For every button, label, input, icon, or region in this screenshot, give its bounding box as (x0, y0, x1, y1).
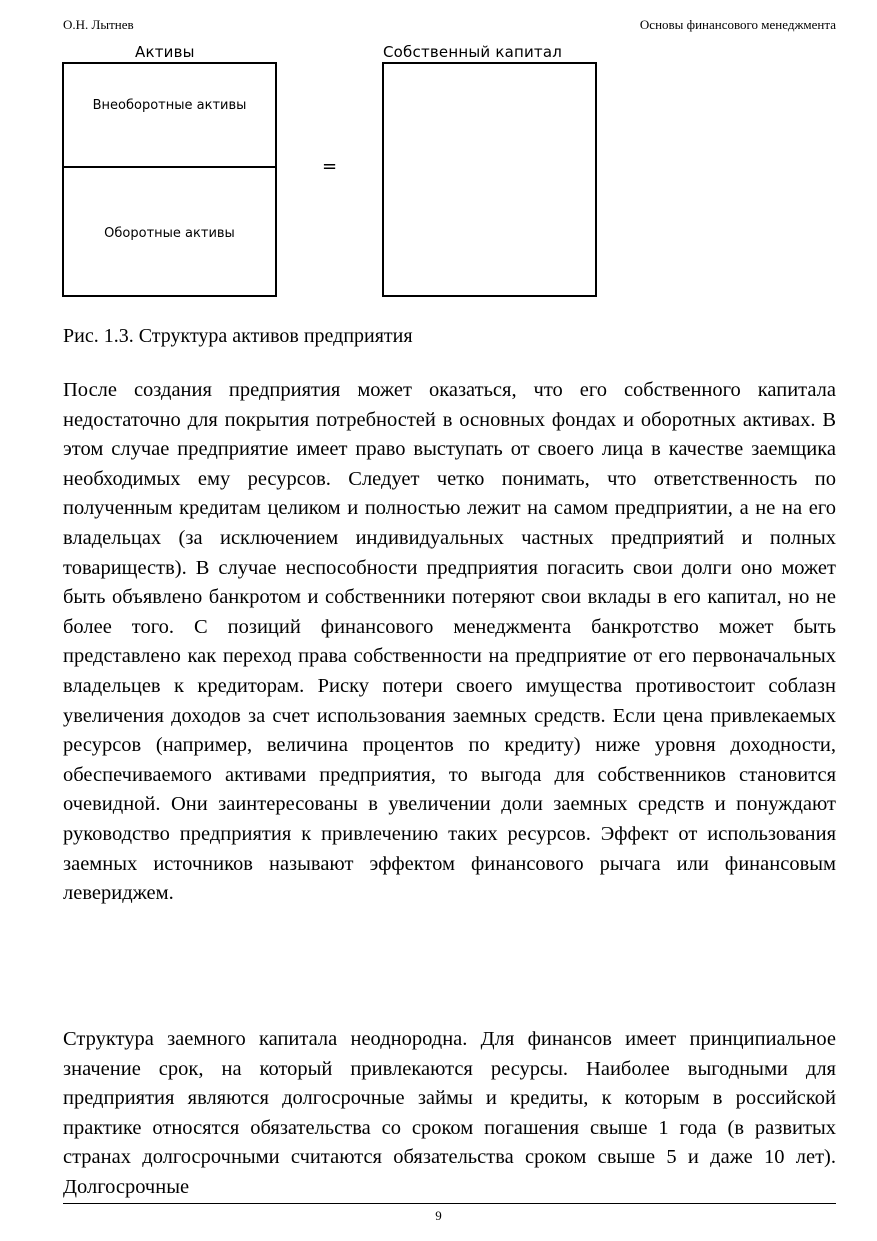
current-assets-text: Оборотные активы (104, 226, 235, 241)
current-assets-box (62, 166, 277, 297)
body-paragraph-1: После создания предприятия может оказаться, что его собственного капитала недостаточно для покрытия потребностей в основных фондах и оборотных активах. В этом случае предприятие имеет право выступать от своего лица в качестве заемщика необходимых ему ресурсов. Следует четко понимать, что ответственность по полученным кредитам целиком и полностью лежит на самом предприятии, а не на его владельцах (за исключением индивидуальных частных предприятий и полных товариществ). В случае неспособности предприятия погасить свои долги оно может быть объявлено банкротом и собственники потеряют свои вклады в его капитал, но не более того. С позиций финансового менеджмента банкротство может быть представлено как переход права собственности на предприятие от его первоначальных владельцев к кредиторам. Риску потери своего имущества противостоит соблазн увеличения доходов за счет использования заемных средств. Если цена привлекаемых ресурсов (например, величина процентов по кредиту) ниже уровня доходности, обеспечиваемого активами предприятия, то выгода для собственников становится очевидной. Они заинтересованы в увеличении доли заемных средств и понуждают руководство предприятия к привлечению таких ресурсов. Эффект от использования заемных источников называют эффектом финансового рычага или финансовым левериджем. (63, 379, 836, 905)
header-book-title: Основы финансового менеджмента (639, 17, 836, 32)
header-author: О.Н. Лытнев (63, 17, 134, 32)
non-current-assets-text: Внеоборотные активы (92, 98, 247, 113)
figure-caption: Рис. 1.3. Структура активов предприятия (63, 325, 413, 347)
footer-divider (63, 1203, 836, 1204)
equity-label: Собственный капитал (383, 43, 563, 61)
body-paragraph-2: Структура заемного капитала неоднородна. Для финансов имеет принципиальное значение срок, на который привлекаются ресурсы. Наиболее выгодными для предприятия являются долгосрочные займы и кредиты, к которым в российской практике относятся обязательства со сроком погашения свыше 1 года (в развитых странах долгосрочными считаются обязательства сроком свыше 5 и даже 10 лет). Долгосрочные (63, 1028, 836, 1198)
equals-sign: = (322, 156, 338, 177)
equity-box (382, 62, 597, 297)
page-number: 9 (435, 1208, 442, 1223)
non-current-assets-box (62, 62, 277, 168)
assets-label: Активы (135, 43, 195, 61)
